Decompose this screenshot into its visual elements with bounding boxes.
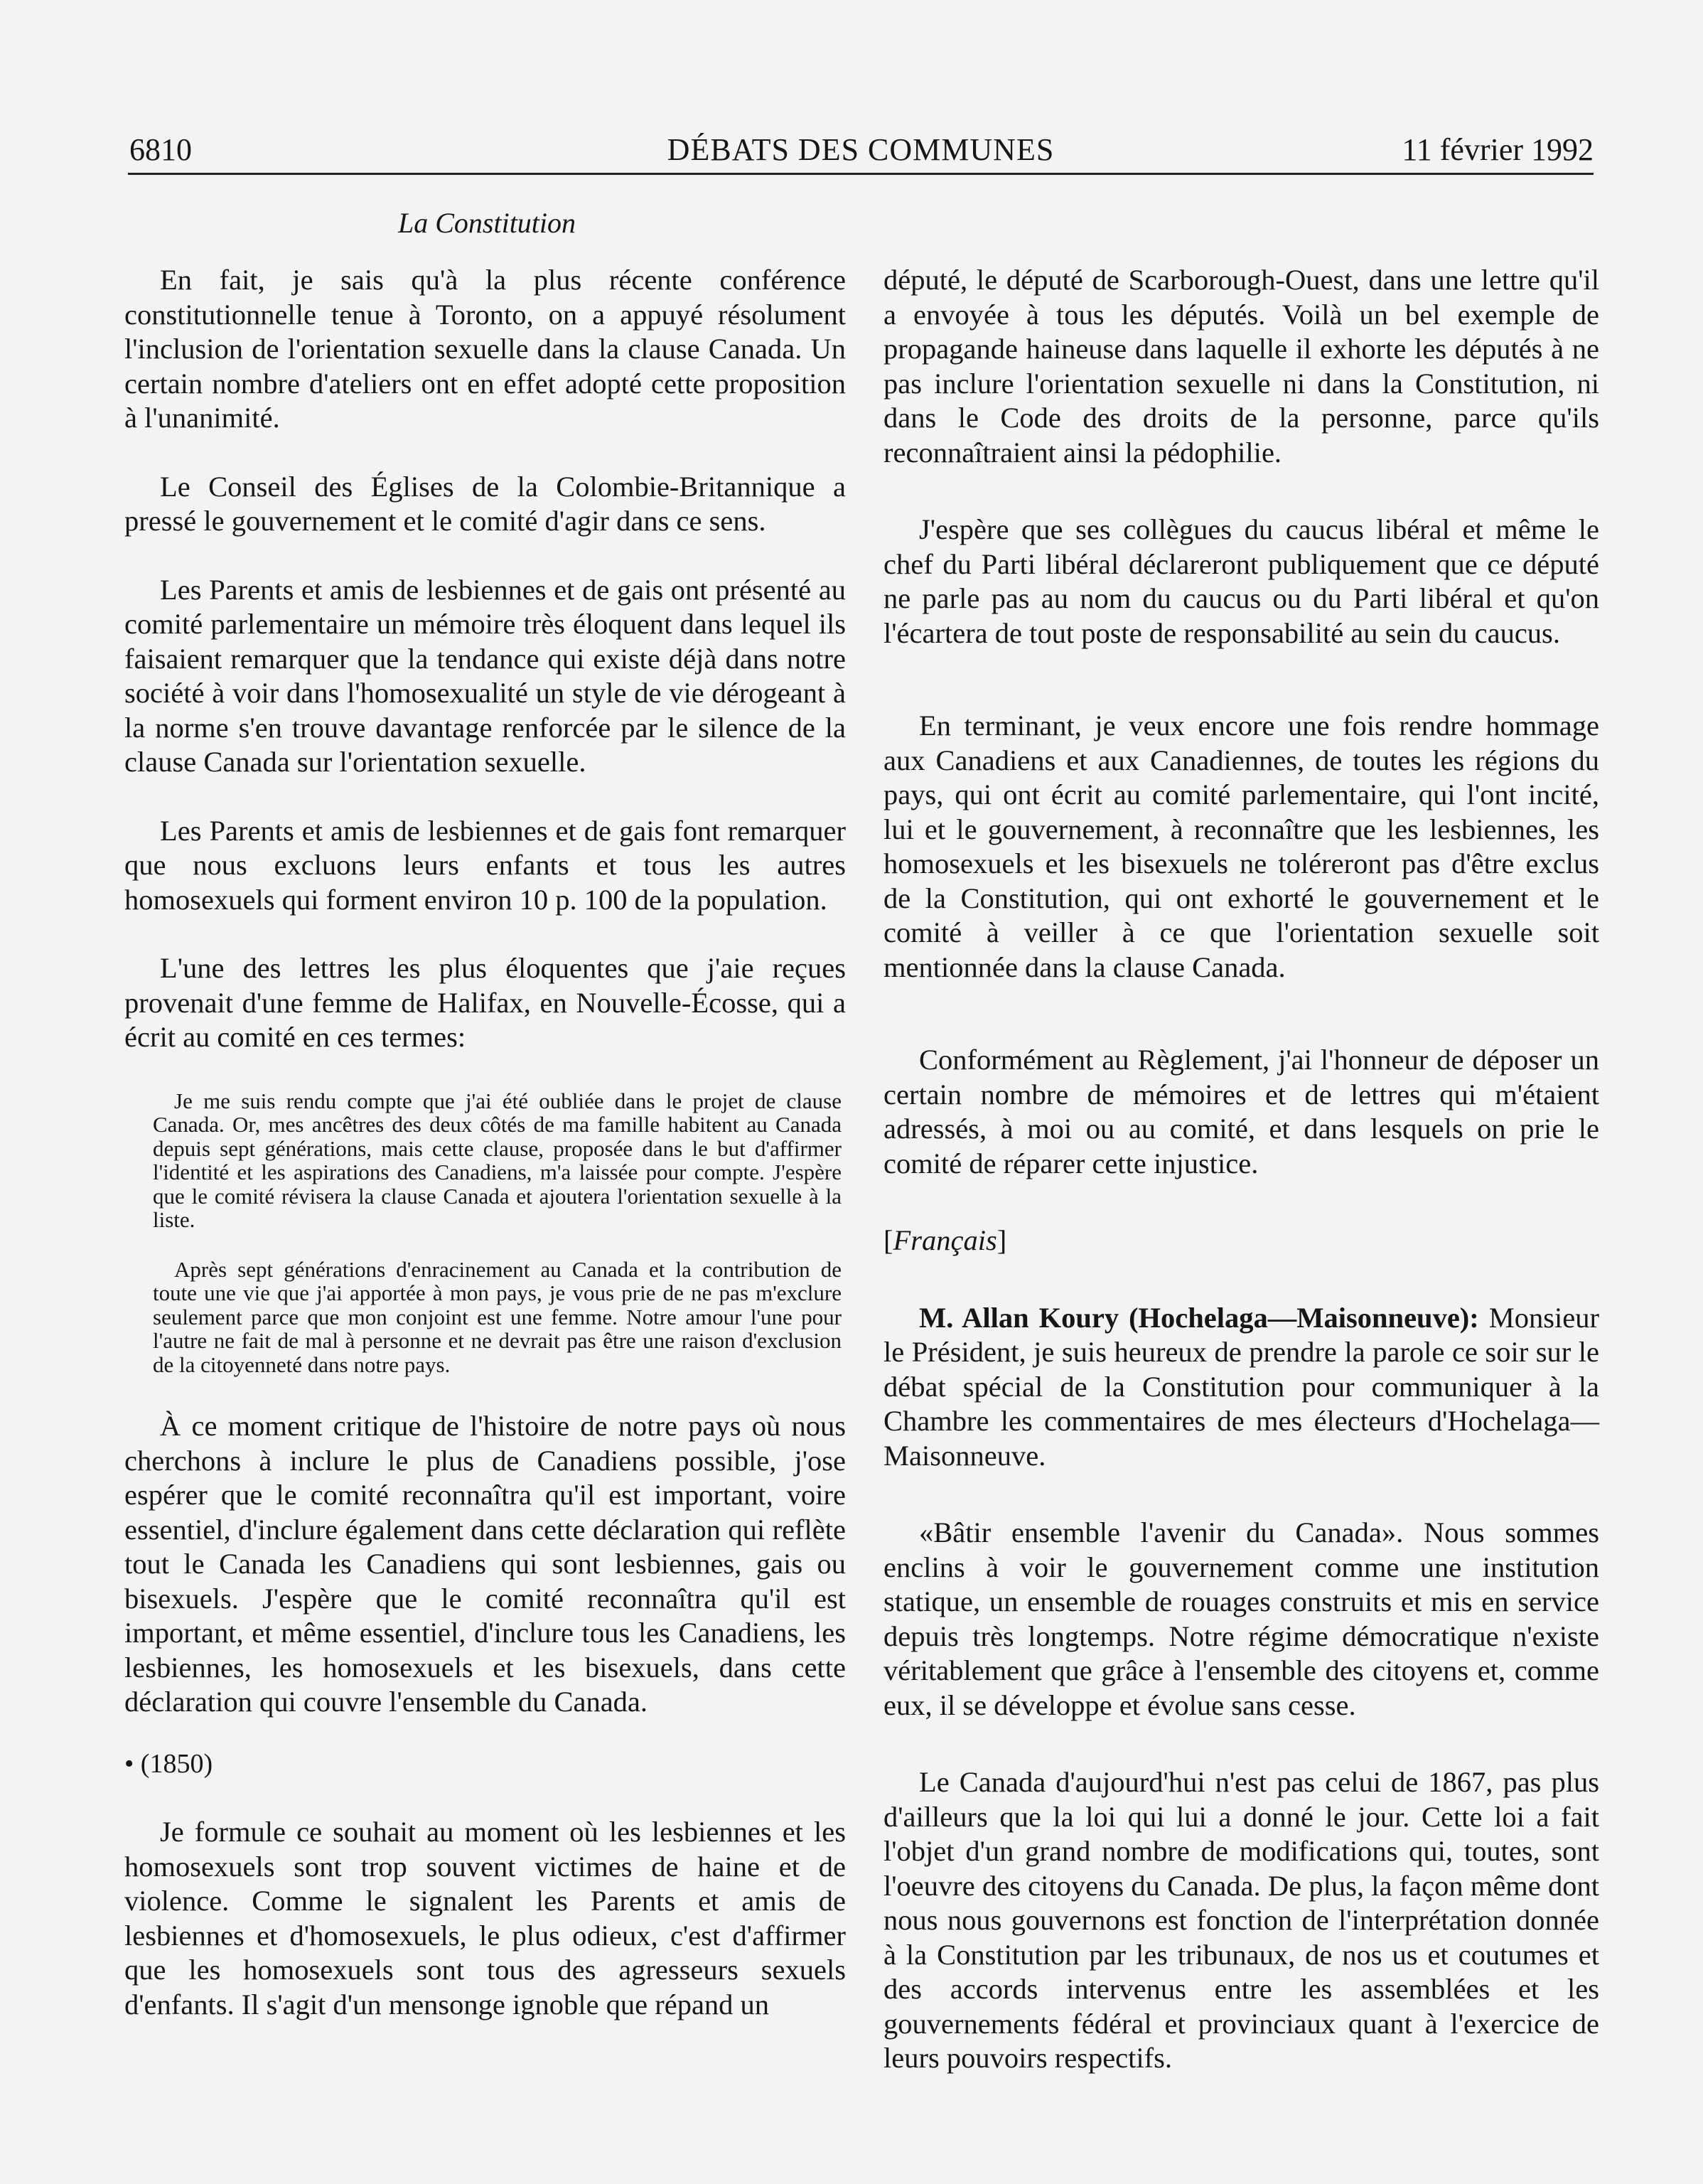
speaker-name: M. Allan Koury (Hochelaga—Maisonneuve): [919,1301,1479,1334]
paragraph: Conformément au Règlement, j'ai l'honneur de déposer un certain nombre de mémoires et de lettres qui m'étaient adressés, à moi ou au comité, et dans lesquels on prie le comité de réparer cette injustice. [883,1044,1599,1179]
section-title: La Constitution [397,207,576,239]
publication-title: DÉBATS DES COMMUNES [667,132,1055,167]
paragraph: Le Conseil des Églises de la Colombie-Britannique a pressé le gouvernement et le comité d'agir dans ce sens. [124,470,846,537]
paragraph: J'espère que ses collègues du caucus libéral et même le chef du Parti libéral déclareront publiquement que ce député ne parle pas au nom du caucus ou du Parti libéral et qu'on l'écartera de tout poste de responsabilité au sein du caucus. [883,513,1599,649]
letter-quote: Je me suis rendu compte que j'ai été oubliée dans le projet de clause Canada. Or, mes ancêtres des deux côtés de ma famille habitent au Canada depuis sept générations, mais cette clause, proposée dans le but d'affirmer l'identité et les aspirations des Canadiens, m'a laissée pour compte. J'espère que le comité révisera la clause Canada et ajoutera l'orientation sexuelle à la liste. [153,1088,842,1232]
paragraph: «Bâtir ensemble l'avenir du Canada». Nous sommes enclins à voir le gouvernement comme une institution statique, un ensemble de rouages construits et mis en service depuis très longtemps. Notre régime démocratique n'existe véritablement que grâce à l'ensemble des citoyens et, comme eux, il se développe et évolue sans cesse. [883,1516,1599,1721]
paragraph: L'une des lettres les plus éloquentes que j'aie reçues provenait d'une femme de Halifax, en Nouvelle-Écosse, qui a écrit au comité en ces termes: [124,952,846,1053]
paragraph: député, le député de Scarborough-Ouest, dans une lettre qu'il a envoyée à tous les députés. Voilà un bel exemple de propagande haineuse dans laquelle il exhorte les députés à ne pas inclure l'orientation sexuelle ni dans la Constitution, ni dans le Code des droits de la personne, parce qu'ils reconnaîtraient ainsi la pédophilie. [883,264,1599,469]
page-number: 6810 [129,132,192,167]
page-header [128,130,1594,175]
paragraph: Les Parents et amis de lesbiennes et de gais font remarquer que nous excluons leurs enfants et tous les autres homosexuels qui forment environ 10 p. 100 de la population. [124,814,846,916]
sitting-date: 11 février 1992 [1402,132,1594,167]
time-marker: • (1850) [124,1748,213,1779]
paragraph: Les Parents et amis de lesbiennes et de gais ont présenté au comité parlementaire un mémoire très éloquent dans lequel ils faisaient remarquer que la tendance qui existe déjà dans notre société à voir dans l'homosexualité un style de vie dérogeant à la norme s'en trouve davantage renforcée par le silence de la clause Canada sur l'orientation sexuelle. [124,573,846,778]
right-column [883,263,1599,2076]
paragraph: À ce moment critique de l'histoire de notre pays où nous cherchons à inclure le plus de Canadiens possible, j'ose espérer que le comité reconnaîtra qu'il est important, voire essentiel, d'inclure également dans cette déclaration qui reflète tout le Canada les Canadiens qui sont lesbiennes, gais ou bisexuels. J'espère que le comité reconnaîtra qu'il est important, et même essentiel, d'inclure tous les Canadiens, les lesbiennes, les homosexuels et les bisexuels, dans cette déclaration qui couvre l'ensemble du Canada. [124,1410,846,1718]
language-tag: [Français] [883,1224,1007,1256]
paragraph: Je formule ce souhait au moment où les lesbiennes et les homosexuels sont trop souvent victimes de haine et de violence. Comme le signalent les Parents et amis de lesbiennes et d'homosexuels, le plus odieux, c'est d'affirmer que les homosexuels sont tous des agresseurs sexuels d'enfants. Il s'agit d'un mensonge ignoble que répand un [124,1816,846,2020]
paragraph: En fait, je sais qu'à la plus récente conférence constitutionnelle tenue à Toronto, on a appuyé résolument l'inclusion de l'orientation sexuelle dans la clause Canada. Un certain nombre d'ateliers ont en effet adopté cette proposition à l'unanimité. [124,264,846,434]
paragraph: En terminant, je veux encore une fois rendre hommage aux Canadiens et aux Canadiennes, de toutes les régions du pays, qui ont écrit au comité parlementaire, qui l'ont incité, lui et le gouvernement, à reconnaître que les lesbiennes, les homosexuels et les bisexuels ne toléreront pas d'être exclus de la Constitution, qui ont exhorté le gouvernement et le comité à veiller à ce que l'orientation sexuelle soit mentionnée dans la clause Canada. [883,710,1599,983]
speaker-paragraph: M. Allan Koury (Hochelaga—Maisonneuve): Monsieur le Président, je suis heureux de prendre la parole ce soir sur le débat spécial de la Constitution pour communiquer à la Chambre les commentaires de mes électeurs d'Hochelaga—Maisonneuve. [883,1301,1600,1472]
letter-quote: Après sept générations d'enracinement au Canada et la contribution de toute une vie que j'ai apportée à mon pays, je vous prie de ne pas m'exclure seulement parce que mon conjoint est une femme. Notre amour l'une pour l'autre ne fait de mal à personne et ne devrait pas être une raison d'exclusion de la citoyenneté dans notre pays. [153,1256,842,1377]
left-column [124,263,846,2022]
paragraph: Le Canada d'aujourd'hui n'est pas celui de 1867, pas plus d'ailleurs que la loi qui lui a donné le jour. Cette loi a fait l'objet d'un grand nombre de modifications qui, toutes, sont l'oeuvre des citoyens du Canada. De plus, la façon même dont nous nous gouvernons est fonction de l'interprétation donnée à la Constitution par les tribunaux, de nos us et coutumes et des accords intervenus entre les assemblées et les gouvernements fédéral et provinciaux quant à l'exercice de leurs pouvoirs respectifs. [883,1766,1599,2074]
